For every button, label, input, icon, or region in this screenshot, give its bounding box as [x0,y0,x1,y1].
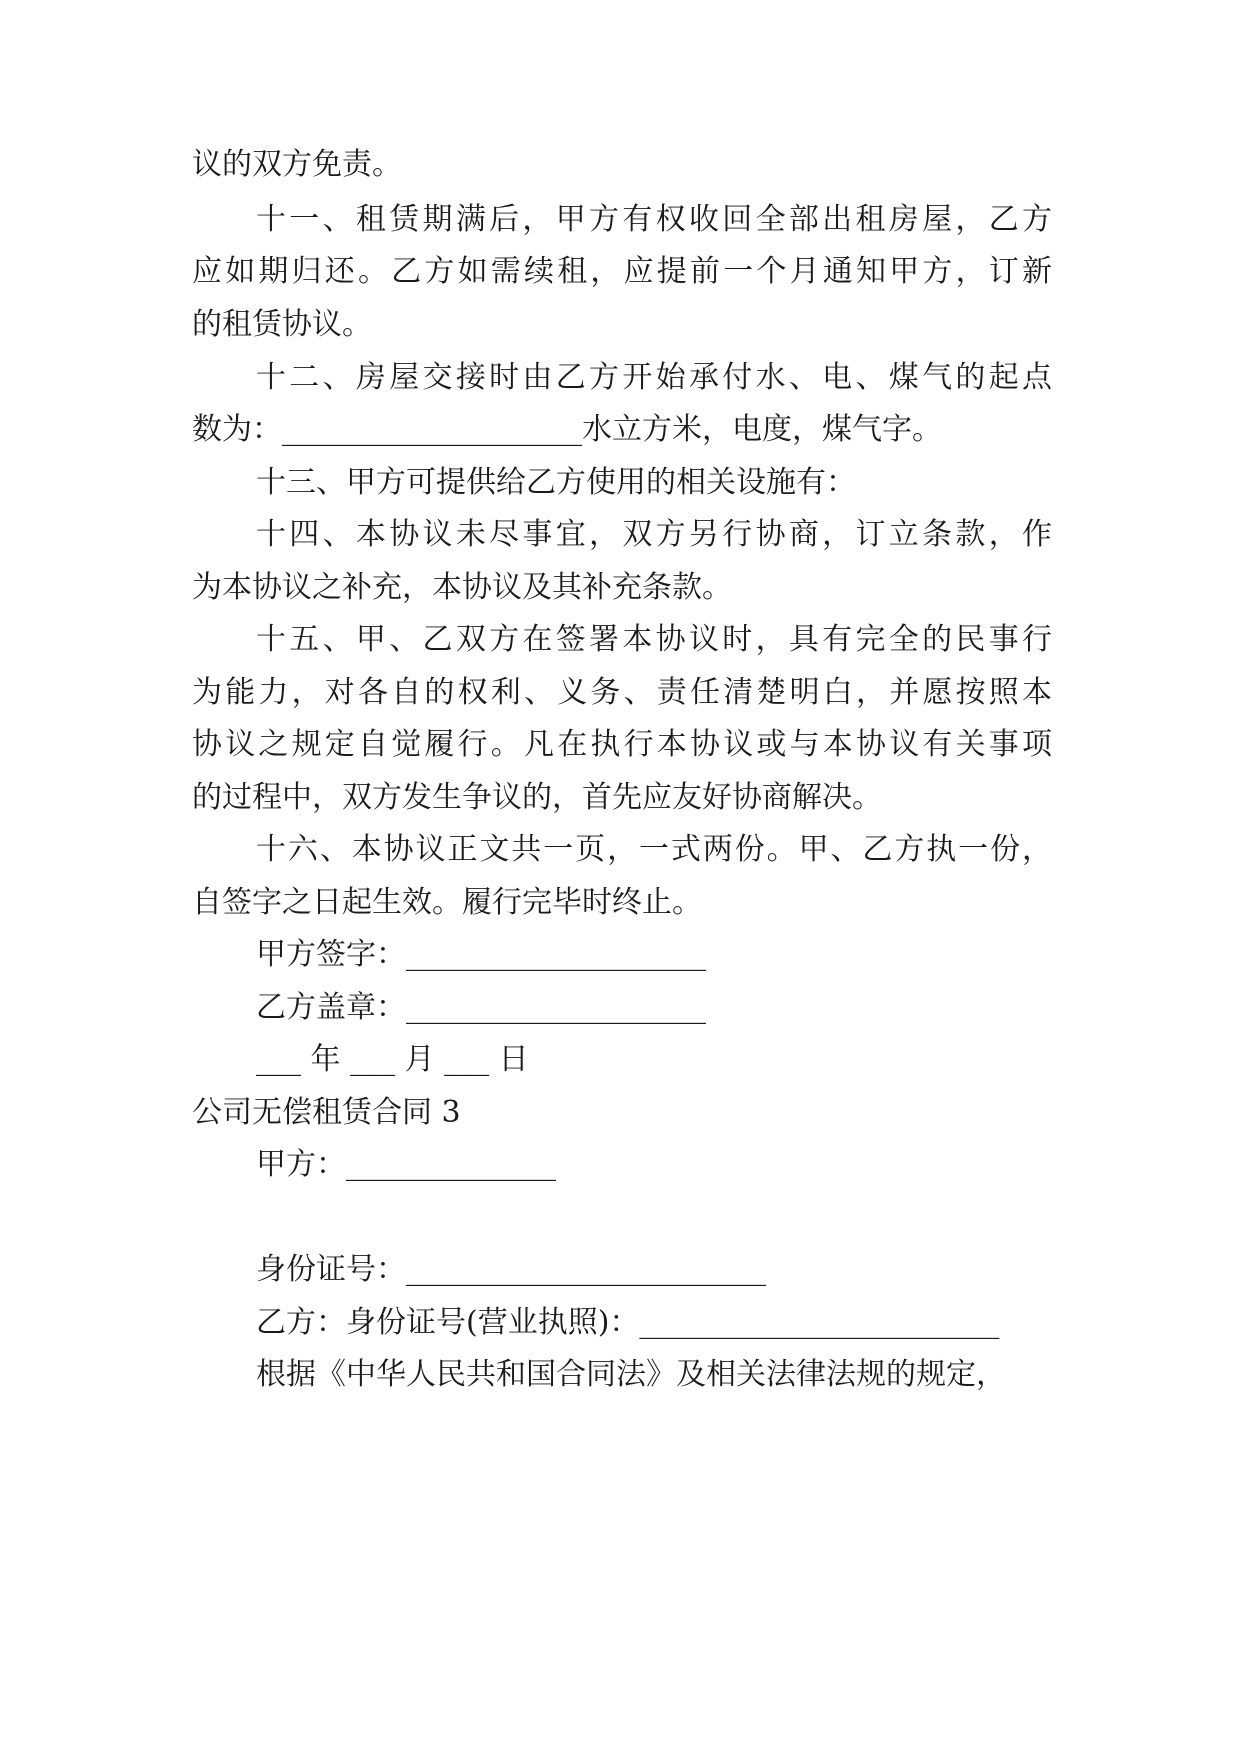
paragraph-line: 协议之规定自觉履行。凡在执行本协议或与本协议有关事项 [192,727,1052,762]
paragraph-line: 十五、甲、乙双方在签署本协议时，具有完全的民事行 [256,622,1052,657]
paragraph-line: 十六、本协议正文共一页，一式两份。甲、乙方执一份， [256,832,1052,867]
paragraph-line: 为能力，对各自的权利、义务、责任清楚明白，并愿按照本 [192,675,1052,710]
paragraph-line: 的过程中，双方发生争议的，首先应友好协商解决。 [192,780,882,815]
paragraph-line: 的租赁协议。 [192,307,372,342]
paragraph-line: 十三、甲方可提供给乙方使用的相关设施有： [256,465,856,500]
paragraph-line: 为本协议之补充，本协议及其补充条款。 [192,570,732,605]
party-b-seal-line: 乙方盖章：____________________ [256,990,706,1025]
paragraph-line: 十四、本协议未尽事宜，双方另行协商，订立条款，作 [256,517,1052,552]
contract-title: 公司无偿租赁合同 3 [192,1095,461,1130]
party-b-id-line: 乙方：身份证号(营业执照)：________________________ [256,1305,1000,1340]
paragraph-line: 数为：____________________水立方米，电度，煤气字。 [192,412,942,447]
id-number-line: 身份证号：________________________ [256,1252,766,1287]
paragraph-line: 应如期归还。乙方如需续租，应提前一个月通知甲方，订新 [192,254,1052,289]
party-a-line: 甲方：______________ [256,1147,556,1182]
party-a-signature-line: 甲方签字：____________________ [256,937,706,972]
paragraph-line: 根据《中华人民共和国合同法》及相关法律法规的规定， [256,1357,1006,1392]
paragraph-line: 十一、租赁期满后，甲方有权收回全部出租房屋，乙方 [256,202,1052,237]
paragraph-line: 议的双方免责。 [192,147,402,182]
paragraph-line: 自签字之日起生效。履行完毕时终止。 [192,885,702,920]
date-line: ___ 年 ___ 月 ___ 日 [256,1042,529,1077]
paragraph-line: 十二、房屋交接时由乙方开始承付水、电、煤气的起点 [256,360,1052,395]
